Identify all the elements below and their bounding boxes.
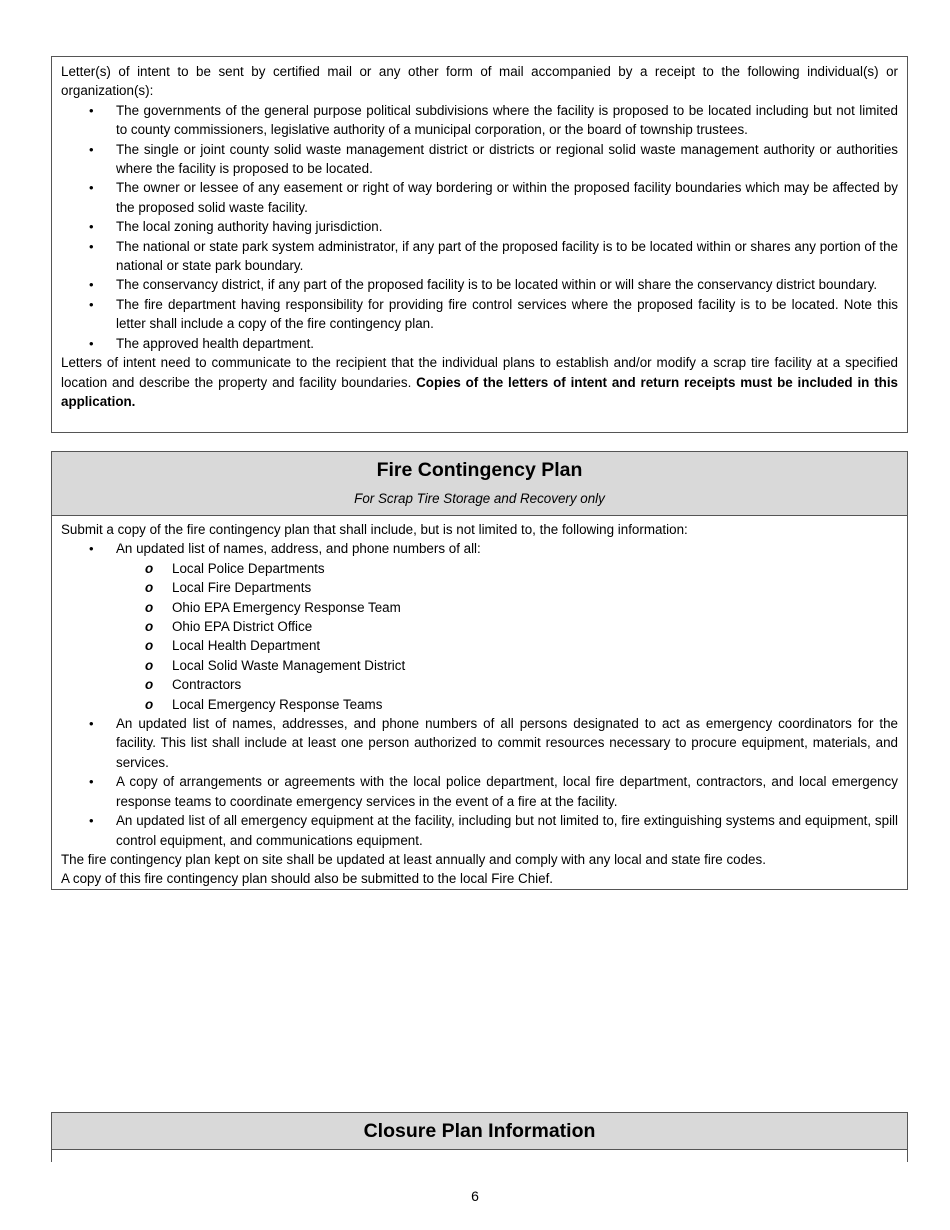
- fire-contingency-section: [51, 451, 908, 890]
- list-item: • An updated list of names, address, and phone numbers of all:: [61, 539, 898, 558]
- bullet-icon: •: [89, 277, 94, 293]
- section-subtitle: For Scrap Tire Storage and Recovery only: [354, 491, 605, 506]
- fire-intro: Submit a copy of the fire contingency plan that shall include, but is not limited to, the following information:: [61, 522, 688, 537]
- fire-section-body: [52, 516, 907, 889]
- sub-list-item: o Local Solid Waste Management District: [61, 656, 898, 675]
- closure-section-header: [52, 1113, 907, 1150]
- list-item: • An updated list of names, addresses, and phone numbers of all persons designated to act as emergency coordinators for the facility. This list shall include at least one person authorized to commit resources necessary to procure equipment, materials, and services.: [89, 716, 898, 770]
- sub-bullet-icon: o: [145, 657, 154, 673]
- sub-bullet-icon: o: [145, 696, 154, 712]
- letters-of-intent-section: [51, 56, 908, 433]
- list-item: • A copy of arrangements or agreements with the local police department, local fire department, contractors, and local emergency response teams to coordinate emergency services in the event of a fire at the facility.: [89, 774, 898, 809]
- bullet-icon: •: [89, 335, 94, 351]
- intent-closing: [61, 353, 898, 411]
- bullet-icon: •: [89, 813, 94, 829]
- bullet-icon: •: [89, 180, 94, 196]
- bullet-icon: •: [89, 296, 94, 312]
- intent-intro: Letter(s) of intent to be sent by certified mail or any other form of mail accompanied by a receipt to the following individual(s) or organization(s):: [61, 64, 898, 99]
- sub-list-item: o Ohio EPA Emergency Response Team: [61, 598, 898, 617]
- list-item: • The governments of the general purpose political subdivisions where the facility is proposed to be located including but not limited to county commissioners, legislative authority of a municipal corporation, or the board of township trustees.: [89, 102, 898, 138]
- bullet-icon: •: [89, 141, 94, 157]
- section-title: Closure Plan Information: [363, 1120, 596, 1142]
- sub-bullet-icon: o: [145, 580, 154, 596]
- intent-closing-text: Letters of intent need to communicate to the recipient that the individual plans to establish and/or modify a scrap tire facility at a specified location and describe the property and facility boundaries.: [61, 355, 898, 390]
- fire-note-fire-chief: A copy of this fire contingency plan should also be submitted to the local Fire Chief.: [61, 871, 554, 887]
- sub-bullet-icon: o: [145, 599, 154, 615]
- list-item: • An updated list of all emergency equipment at the facility, including but not limited to, fire extinguishing systems and equipment, spill control equipment, and communications equipment.: [89, 813, 898, 848]
- intent-closing-bold: Copies of the letters of intent and return receipts must be included in this application.: [61, 374, 898, 409]
- section-title: Fire Contingency Plan: [376, 459, 583, 481]
- list-item: • The single or joint county solid waste management district or districts or regional solid waste management authority or authorities where the facility is proposed to be located.: [89, 141, 898, 177]
- list-item: • The approved health department.: [61, 334, 898, 353]
- fire-note-update: The fire contingency plan kept on site shall be updated at least annually and comply with any local and state fire codes.: [61, 851, 766, 867]
- list-item: • The national or state park system administrator, if any part of the proposed facility is to be located within or shares any portion of the national or state park boundary.: [89, 238, 898, 274]
- sub-bullet-icon: o: [145, 677, 154, 693]
- fire-plan-list: [61, 539, 898, 558]
- sub-list-item: o Local Fire Departments: [61, 578, 898, 597]
- fire-section-header: [52, 452, 907, 516]
- page-number: 6: [471, 1188, 479, 1204]
- sub-list-item: o Local Police Departments: [61, 559, 898, 578]
- sub-list-item: o Ohio EPA District Office: [61, 617, 898, 636]
- bullet-icon: •: [89, 219, 94, 235]
- sub-list-item: o Local Health Department: [61, 636, 898, 655]
- sub-bullet-icon: o: [145, 560, 154, 576]
- bullet-icon: •: [89, 238, 94, 254]
- closure-plan-section: [51, 1112, 908, 1162]
- list-item: • The fire department having responsibility for providing fire control services where the proposed facility is to be located. Note this letter shall include a copy of the fire contingency plan.: [89, 296, 898, 332]
- sub-list-item: o Contractors: [61, 675, 898, 694]
- bullet-icon: •: [89, 716, 94, 732]
- list-item: • The owner or lessee of any easement or right of way bordering or within the proposed facility boundaries which may be affected by the proposed solid waste facility.: [89, 180, 898, 215]
- bullet-icon: •: [89, 774, 94, 790]
- sub-bullet-icon: o: [145, 638, 154, 654]
- list-item: • The conservancy district, if any part of the proposed facility is to be located within or will share the conservancy district boundary.: [61, 275, 898, 294]
- sub-list-item: o Local Emergency Response Teams: [61, 695, 898, 714]
- bullet-icon: •: [89, 102, 94, 118]
- sub-bullet-icon: o: [145, 619, 154, 635]
- bullet-icon: •: [89, 541, 94, 557]
- contact-sub-list: [61, 559, 898, 714]
- list-item: • The local zoning authority having jurisdiction.: [61, 217, 898, 236]
- intent-recipient-list: [61, 101, 898, 353]
- fire-plan-list-continued: [61, 714, 898, 850]
